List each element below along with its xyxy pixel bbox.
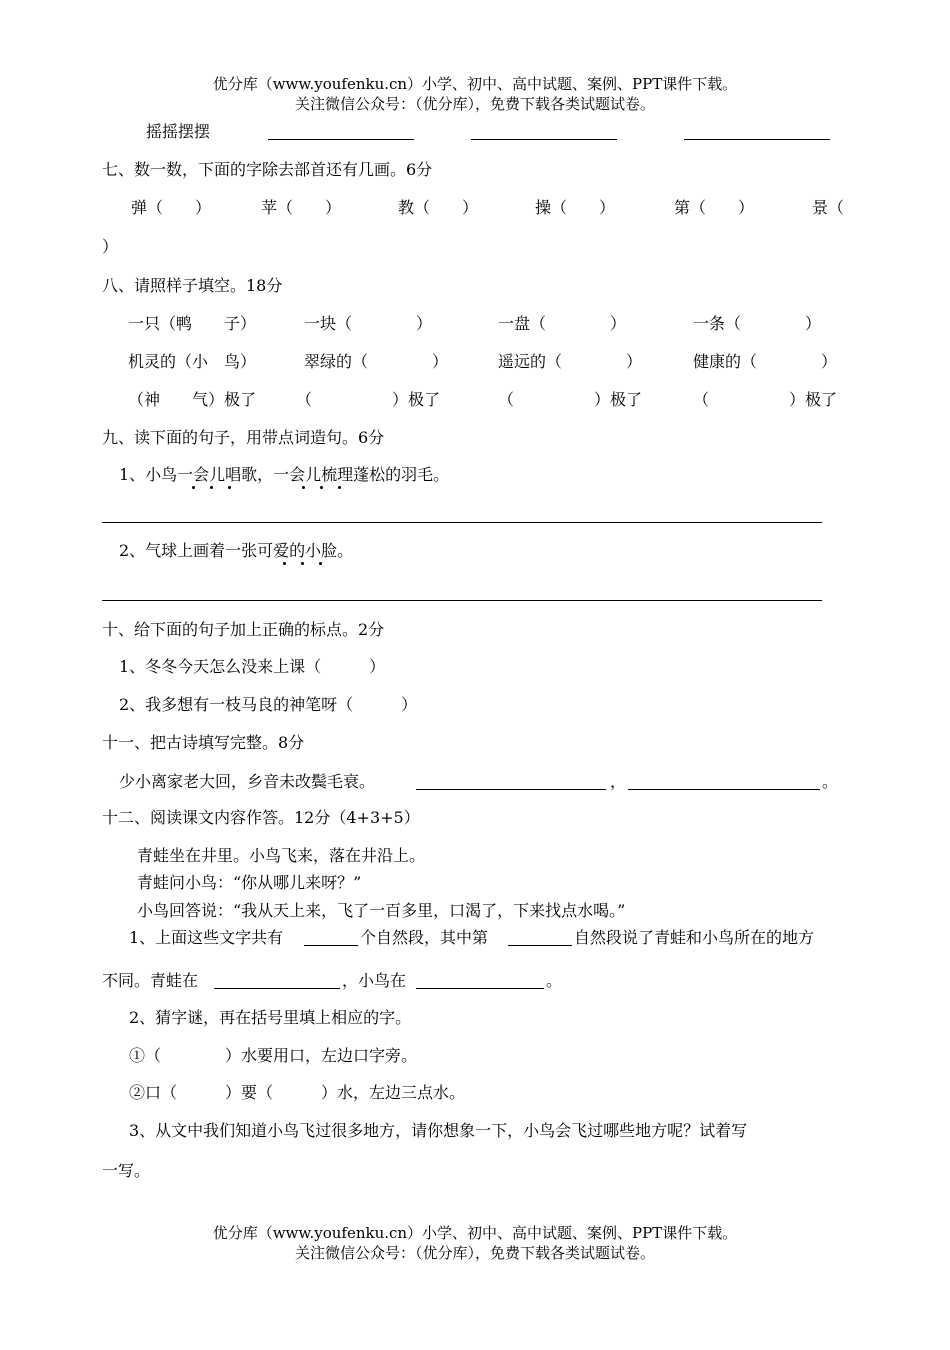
q8-cell: （ ）极了: [693, 390, 838, 409]
q7-item: 景（: [812, 198, 845, 217]
answer-line: [304, 945, 358, 946]
q12-q2: 2、猜字谜，再在括号里填上相应的字。: [129, 1008, 412, 1027]
q7-item: 操（ ）: [535, 198, 616, 217]
header-line-1: 优分库（www.youfenku.cn）小学、初中、高中试题、案例、PPT课件下载。: [212, 75, 738, 93]
emphasis-dot: [319, 562, 322, 565]
footer-line-2: 关注微信公众号：（优分库），免费下载各类试题试卷。: [294, 1244, 655, 1262]
q12-riddle-2: ②口（ ）要（ ）水，左边三点水。: [129, 1083, 466, 1102]
q7-item: 教（ ）: [398, 198, 479, 217]
answer-line: [628, 789, 820, 790]
q12-q1-part: 。: [546, 971, 563, 990]
q7-item: 第（ ）: [674, 198, 755, 217]
q12-passage-line: 青蛙问小鸟：“你从哪儿来呀？”: [137, 873, 362, 892]
q8-cell: 健康的（ ）: [693, 352, 838, 371]
answer-line: [416, 988, 544, 989]
answer-line: [508, 945, 572, 946]
answer-line: [471, 139, 617, 140]
answer-line: [416, 789, 606, 790]
q8-cell: （ ）极了: [296, 390, 441, 409]
answer-line: [268, 139, 414, 140]
header-line-2: 关注微信公众号：（优分库），免费下载各类试题试卷。: [294, 95, 655, 113]
q12-passage-line: 青蛙坐在井里。小鸟飞来，落在井沿上。: [137, 846, 426, 865]
q11-period: 。: [822, 772, 839, 791]
top-word: 摇摇摆摆: [146, 122, 211, 141]
emphasis-dot: [228, 486, 231, 489]
q12-q1-part: 不同。青蛙在: [102, 971, 199, 990]
q12-riddle-1: ①（ ）水要用口，左边口字旁。: [129, 1046, 418, 1065]
q8-cell: 一盘（ ）: [498, 314, 627, 333]
q8-cell: （ ）极了: [498, 390, 643, 409]
emphasis-dot: [283, 562, 286, 565]
emphasis-dot: [338, 486, 341, 489]
q7-item: 弹（ ）: [131, 198, 212, 217]
answer-line: [102, 522, 822, 523]
answer-line: [214, 988, 340, 989]
q8-cell: （神 气）极了: [128, 390, 257, 409]
emphasis-dot: [301, 562, 304, 565]
q12-q1-part: ，小鸟在: [342, 971, 407, 990]
q7-wrap: ）: [102, 237, 119, 256]
q8-cell: 一只（鸭 子）: [128, 314, 257, 333]
q12-q1-part: 自然段说了青蛙和小鸟所在的地方: [574, 928, 815, 947]
q12-q1-part: 个自然段，其中第: [360, 928, 489, 947]
answer-line: [684, 139, 830, 140]
q12-passage-line: 小鸟回答说：“我从天上来，飞了一百多里，口渴了，下来找点水喝。”: [137, 901, 626, 920]
footer-line-1: 优分库（www.youfenku.cn）小学、初中、高中试题、案例、PPT课件下载。: [212, 1224, 738, 1242]
q10-sentence-1: 1、冬冬今天怎么没来上课（ ）: [119, 657, 386, 676]
q8-cell: 一块（ ）: [304, 314, 433, 333]
q11-title: 十一、把古诗填写完整。8分: [102, 733, 305, 752]
emphasis-dot: [320, 486, 323, 489]
q12-q3-line-2: 一写。: [102, 1161, 151, 1180]
q9-title: 九、读下面的句子，用带点词造句。6分: [102, 428, 385, 447]
q12-q3-line-1: 3、从文中我们知道小鸟飞过很多地方，请你想象一下，小鸟会飞过哪些地方呢？试着写: [129, 1121, 748, 1140]
q10-title: 十、给下面的句子加上正确的标点。2分: [102, 620, 385, 639]
answer-line: [102, 600, 822, 601]
q11-poem-start: 少小离家老大回，乡音未改鬓毛衰。: [119, 772, 376, 791]
q10-sentence-2: 2、我多想有一枝马良的神笔呀（ ）: [119, 695, 418, 714]
emphasis-dot: [210, 486, 213, 489]
q9-sentence-2: 2、气球上画着一张可爱的小脸。: [119, 541, 354, 560]
q8-cell: 翠绿的（ ）: [304, 352, 449, 371]
emphasis-dot: [192, 486, 195, 489]
q12-title: 十二、阅读课文内容作答。12分（4+3+5）: [102, 808, 420, 827]
q8-cell: 遥远的（ ）: [498, 352, 643, 371]
q8-title: 八、请照样子填空。18分: [102, 276, 283, 295]
q8-cell: 机灵的（小 鸟）: [128, 352, 257, 371]
q8-cell: 一条（ ）: [693, 314, 822, 333]
q9-sentence-1: 1、小鸟一会儿唱歌，一会儿梳理蓬松的羽毛。: [119, 465, 450, 484]
q7-item: 苹（ ）: [261, 198, 342, 217]
q7-title: 七、数一数，下面的字除去部首还有几画。6分: [102, 160, 433, 179]
q11-comma: ，: [610, 772, 627, 791]
emphasis-dot: [302, 486, 305, 489]
q12-q1-part: 1、上面这些文字共有: [129, 928, 284, 947]
